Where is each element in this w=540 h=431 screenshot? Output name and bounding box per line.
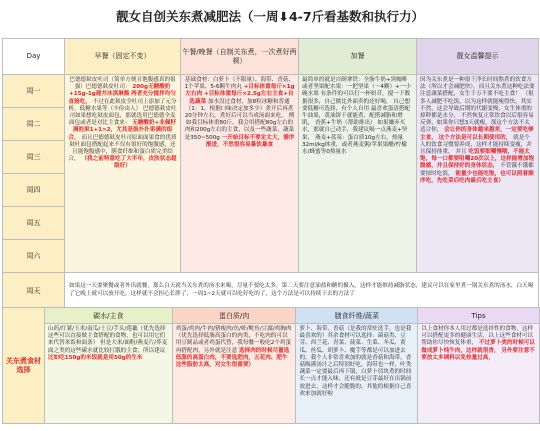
header-fiber: 膳食纤维/蔬菜 [296,308,418,324]
day-label: 周二 [3,108,65,141]
protein-cell: 鸡蛋/鸡肉/牛肉/猪瘦肉/鱼/虾/鱿鱼/豆腐/鸡胸肉（优先选择低脂高蛋白的肉类，不吃肉的可以用豆制品或者鸡蛋代替，我每餐一般吃2个鸡蛋再搭配肉，另外就是注意 选择肉的时候尽量选低脂的高蛋白肉，不要选肥肉，五花肉、肥牛这些脂肪太高，对女生很重要） [172,324,296,424]
header-tips: 靓女温馨提示 [417,39,539,75]
lunch-cell: 基础食材：白萝卜（不限量）、海带、香菇、1个苹果、5-6颗牛肉丸 +目标体重每斤×1g左右肉 +目标体重每斤×2.5g左右主食+自选蔬菜 加水没过食材，加8粒冰糖和普通（1：1，根据口味决定加多少）煮开后再煮20分钟左右，煮好后可以当成汤面来吃， 例如我目标体重80斤，我会用搭配80g左右的肉和200g左右的主食，以及一些蔬菜，蔬菜是350~500g 一开始目标不要定太大，循序渐进，不然很容易暴饮暴食 [181,75,299,273]
day-label: 周五 [3,207,65,240]
header-section-tips: Tips [418,308,540,324]
fiber-cell: 萝卜、海带、香菇（是我的常驻选手，也是我最喜欢的）其余食材可以选择：菌菇类、豆芽、西兰花、青菜、菠菜、生菜、冬瓜、黄瓜、丝瓜、胡萝卜、魔芋等都是可以加进去的，我个人非常喜欢加的就是香菇和海带，香菇吸满汤汁之后特别好吃，海带也一样，叶类蔬菜一定要最后再下锅，白萝卜切块煮的时间长一点才能入味，还有就是豆芽最好在出锅前放进去，这样才会脆脆的，其他的根据自己喜欢来加就好啦 [296,324,418,424]
breakfast-cell: 巴德德麸皮吐司（简单方便且饱腹感真的很强）巴德德麸皮吐司： 200g无糖酸奶+15g-1g建井冰淇淋酱 两者充分搅拌均匀直接吃， 不过在此麸皮全吐司上添加了元分析，低糖水果等（丰俭由人） 巴德德麸皮吐司如果想吃麸皮面包，那就选用巴德德全麦面包或者是对比主食来： 无糖酸奶+韭佩籽满泡果1+1>2，尤其是鼓扑扑果满的组合， 而且巴德德麸皮吐司原面面果食的优质麸吐面包搭配起来不仅有很好的饱腹感，还且能饱腹感中，膳食纤维和蛋白质完美结合， （我之前特意吃了大半年，皮肤状态超级好） [65,75,181,273]
ingredients-table [2,307,540,424]
weekend-text: 如果这一天要聚餐或者外出就餐，那么白天就当关东煮的汤水来喝，尽量不要吃太多，第二天要注意油盐和糖的摄入，这样才能维持减脂状态，建议可以在家里煮一锅关东煮的汤水，白天喝了它晚上就可以放开吃，这样就不会担心长胖了，一周1~2天就可以吃好吃的了，这个方法是可以持续下去的方法了 [65,273,539,309]
header-snack: 加餐 [299,39,417,75]
header-carb: 碳水/主食 [44,308,172,324]
day-label: 周六 [3,240,65,273]
day-label: 周四 [3,174,65,207]
day-label: 周三 [3,141,65,174]
header-protein: 蛋白质/肉 [172,308,296,324]
tips-cell: 因为关东煮是一种很干净长时间熬煮的饮食方法（所以才会减肥快），而且关东煮这种吃法要注意蔬菜搭配，女生千万不要不吃主食！ （很多人减肥不吃饭，以为这样就能瘦得快，其实不然，这会导致后期的代谢变慢，女生体重的掉秤都是水分， 不然恢复正常饮食以后很容易反弹，如果你只想3天就瘦，那这个方法不太适合你， 会让你的身体越来越差，一定要吃够主食， 这个方法是可以长期使用的， 就是个人的饮食习惯要养成，这样才能持续变瘦，并且保持体重， 并且 吃饭要细嚼慢咽，不能太饱，每一口都要咀嚼20次以上，这样能增加饱腹感，并且保持好的身体状态， 不管饿不饿都要按时吃饭， 能量少也能吃饱，也可以照着顺序吃，先吃菜后吃肉最后吃主食） [417,75,539,273]
day-label: 周一 [3,75,65,108]
header-breakfast: 早餐（固定不变） [65,39,181,75]
header-lunch: 午餐/晚餐（自制关东煮，一次煮好两顿） [181,39,299,75]
page-title: 靓女自创关东煮减肥法（一周⬇4-7斤看基数和执行力） [115,9,425,24]
header-day: Day [3,39,65,75]
weekly-plan-table [2,38,539,309]
weekend-label: 周天 [3,273,65,309]
carb-cell: 山药/红薯/玉米/南瓜/土豆/芋头/莲藕（优先选择这些可以直接做主食搭配的食物，也可以用它们来代替米饭和面条） 但是大米/面粉/燕麦片/荞麦面之类的这些碳水就比较扛饿的主食，所以建议 比如吃150g的米饭就是用50g的生米 [44,324,172,424]
section-label: 关东煮食材选择 [3,308,45,424]
section-tips-cell: 以上食材你本人用过都是选择性的食物，这样可以搭配更多的健康生活，以上这些食材可以帮助你尽快恢复体重， 不过萝卜类的时候可以做成萝卜炖牛肉，这样就很香， 另外要注意不要放太多调料以免热量过高， [418,324,540,424]
snack-cell: 最简单的就是自制拿铁：全脂牛奶+黑咖啡 或者坚果配水果：一把坚果（～4颗）+一小碗水果 有条件的可以打一杯奶昔，搅一下数据很多，自己做比外面卖的还好喝， 自己想要低糖可选择，有个人自用 最喜欢蛋清搭配牛油果，黄油饼干就能煮，配搭减脂和增肌， 香蕉+牛奶（帮助排出） 如果嫌弃买水，那就自己动手，我建议喝一点燕麦+坚果， 燕麦+蓝莓：蛋白质10g左右，热量32ml/kg体重，或者燕麦粥/苹果果醋/柠檬水/蜂蜜等0热量水 [299,75,417,273]
